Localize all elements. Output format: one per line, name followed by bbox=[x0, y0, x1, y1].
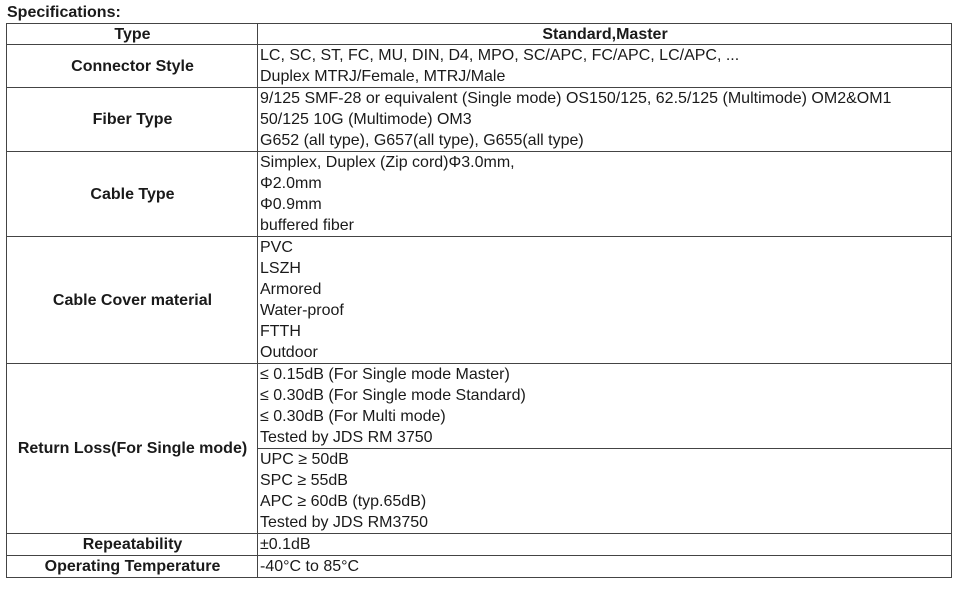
value-line: 9/125 SMF-28 or equivalent (Single mode) OS150/125, 62.5/125 (Multimode) OM2&OM1 bbox=[260, 90, 892, 107]
value-line: PVC bbox=[260, 239, 293, 256]
value-line: buffered fiber bbox=[260, 217, 354, 234]
table-row bbox=[7, 534, 952, 556]
value-line: Tested by JDS RM 3750 bbox=[260, 429, 433, 446]
header-type: Type bbox=[7, 24, 258, 45]
value-line: FTTH bbox=[260, 323, 301, 340]
row-label-repeatability: Repeatability bbox=[7, 534, 258, 556]
table-row bbox=[7, 364, 952, 449]
value-line: G652 (all type), G657(all type), G655(all type) bbox=[260, 132, 584, 149]
row-value-return-loss-polish bbox=[258, 449, 952, 534]
row-value-repeatability bbox=[258, 534, 952, 556]
value-line: Φ2.0mm bbox=[260, 175, 322, 192]
value-line: Outdoor bbox=[260, 344, 318, 361]
value-line: LC, SC, ST, FC, MU, DIN, D4, MPO, SC/APC, FC/APC, LC/APC, ... bbox=[260, 47, 740, 64]
value-line: -40°C to 85°C bbox=[260, 558, 360, 575]
value-line: ±0.1dB bbox=[260, 536, 311, 553]
value-line: ≤ 0.30dB (For Multi mode) bbox=[260, 408, 446, 425]
row-value-connector-style bbox=[258, 45, 952, 88]
row-label-cable-type: Cable Type bbox=[7, 152, 258, 237]
value-line: APC ≥ 60dB (typ.65dB) bbox=[260, 493, 427, 510]
row-label-fiber-type: Fiber Type bbox=[7, 88, 258, 152]
value-line: SPC ≥ 55dB bbox=[260, 472, 348, 489]
value-line: Water-proof bbox=[260, 302, 344, 319]
value-line: Tested by JDS RM3750 bbox=[260, 514, 429, 531]
row-label-operating-temperature: Operating Temperature bbox=[7, 556, 258, 578]
value-line: ≤ 0.30dB (For Single mode Standard) bbox=[260, 387, 526, 404]
value-line: Simplex, Duplex (Zip cord)Φ3.0mm, bbox=[260, 154, 515, 171]
table-header-row bbox=[7, 24, 952, 45]
value-line: ≤ 0.15dB (For Single mode Master) bbox=[260, 366, 510, 383]
row-value-cable-cover-material bbox=[258, 237, 952, 364]
value-line: Duplex MTRJ/Female, MTRJ/Male bbox=[260, 68, 506, 85]
table-row bbox=[7, 152, 952, 237]
value-line: Φ0.9mm bbox=[260, 196, 322, 213]
row-label-connector-style: Connector Style bbox=[7, 45, 258, 88]
specifications-table bbox=[6, 23, 952, 578]
value-line: Armored bbox=[260, 281, 322, 298]
value-line: UPC ≥ 50dB bbox=[260, 451, 349, 468]
specifications-heading: Specifications: bbox=[7, 4, 121, 21]
row-value-fiber-type bbox=[258, 88, 952, 152]
table-row bbox=[7, 45, 952, 88]
row-value-operating-temperature bbox=[258, 556, 952, 578]
value-line: 50/125 10G (Multimode) OM3 bbox=[260, 111, 472, 128]
table-row bbox=[7, 237, 952, 364]
table-row bbox=[7, 88, 952, 152]
header-standard-master: Standard,Master bbox=[258, 24, 952, 45]
value-line: LSZH bbox=[260, 260, 301, 277]
row-label-return-loss: Return Loss(For Single mode) bbox=[7, 364, 258, 534]
row-value-cable-type bbox=[258, 152, 952, 237]
row-label-cable-cover-material: Cable Cover material bbox=[7, 237, 258, 364]
table-row bbox=[7, 556, 952, 578]
row-value-return-loss-insertion bbox=[258, 364, 952, 449]
